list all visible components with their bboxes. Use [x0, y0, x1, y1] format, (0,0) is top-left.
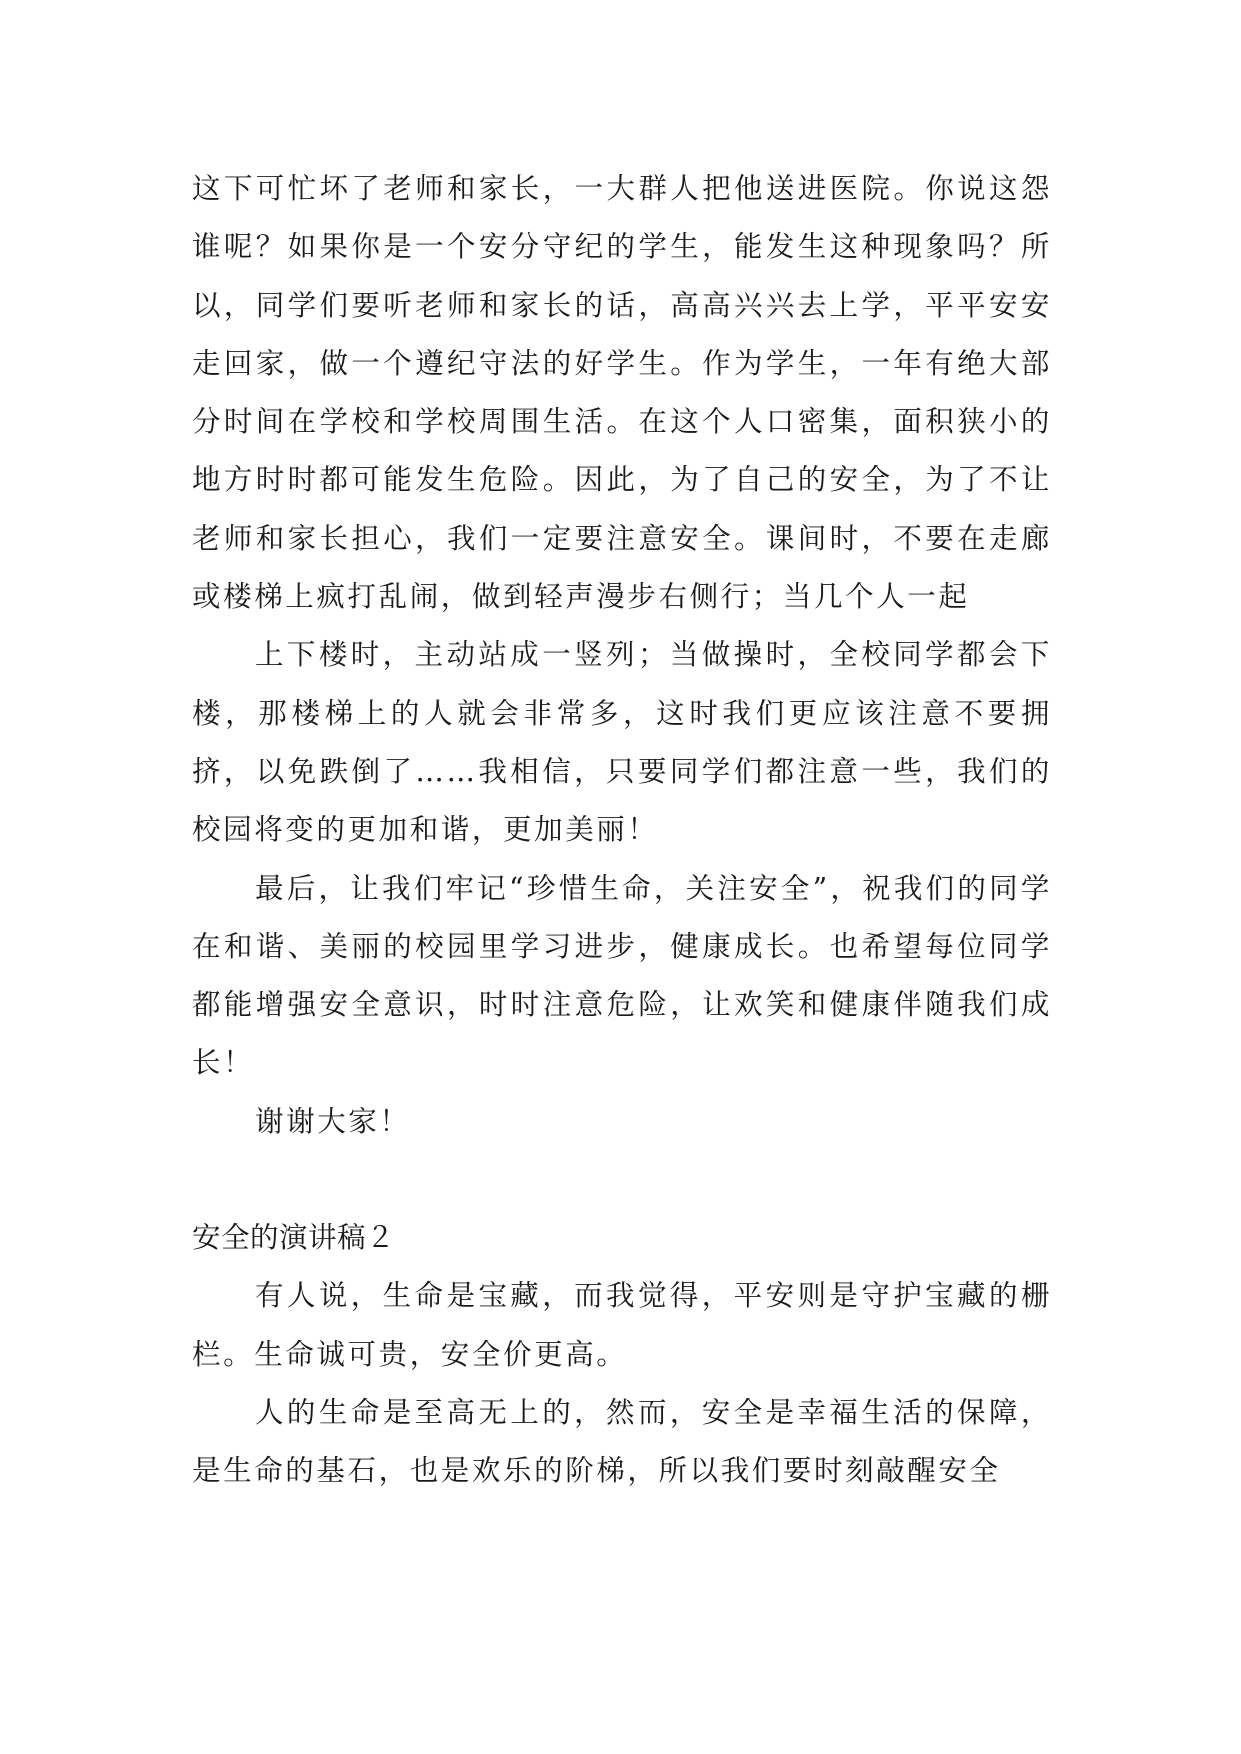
- section-spacer: [192, 1151, 1052, 1209]
- body-paragraph-continued: 这下可忙坏了老师和家长，一大群人把他送进医院。你说这怨谁呢？如果你是一个安分守纪的学生，能发生这种现象吗？所以，同学们要听老师和家长的话，高高兴兴去上学，平平安安走回家，做一个遵纪守法的好学生。作为学生，一年有绝大部分时间在学校和学校周围生活。在这个人口密集，面积狭小的地方时时都可能发生危险。因此，为了自己的安全，为了不让老师和家长担心，我们一定要注意安全。课间时，不要在走廊或楼梯上疯打乱闹，做到轻声漫步右侧行；当几个人一起: [192, 172, 1052, 614]
- body-paragraph: 上下楼时，主动站成一竖列；当做操时，全校同学都会下楼，那楼梯上的人就会非常多，这时我们更应该注意不要拥挤，以免跌倒了……我相信，只要同学们都注意一些，我们的校园将变的更加和谐，更加美丽！: [192, 638, 1052, 847]
- section-title: 安全的演讲稿２: [192, 1221, 396, 1255]
- body-paragraph: 人的生命是至高无上的，然而，安全是幸福生活的保障，是生命的基石，也是欢乐的阶梯，所以我们要时刻敲醒安全: [192, 1395, 1052, 1488]
- document-body: [192, 160, 1052, 1501]
- body-paragraph: 有人说，生命是宝藏，而我觉得，平安则是守护宝藏的栅栏。生命诚可贵，安全价更高。: [192, 1279, 1052, 1371]
- body-paragraph: 最后，让我们牢记“珍惜生命，关注安全”，祝我们的同学在和谐、美丽的校园里学习进步，健康成长。也希望每位同学都能增强安全意识，时时注意危险，让欢笑和健康伴随我们成长！: [192, 871, 1052, 1080]
- closing-line: 谢谢大家！: [255, 1104, 411, 1138]
